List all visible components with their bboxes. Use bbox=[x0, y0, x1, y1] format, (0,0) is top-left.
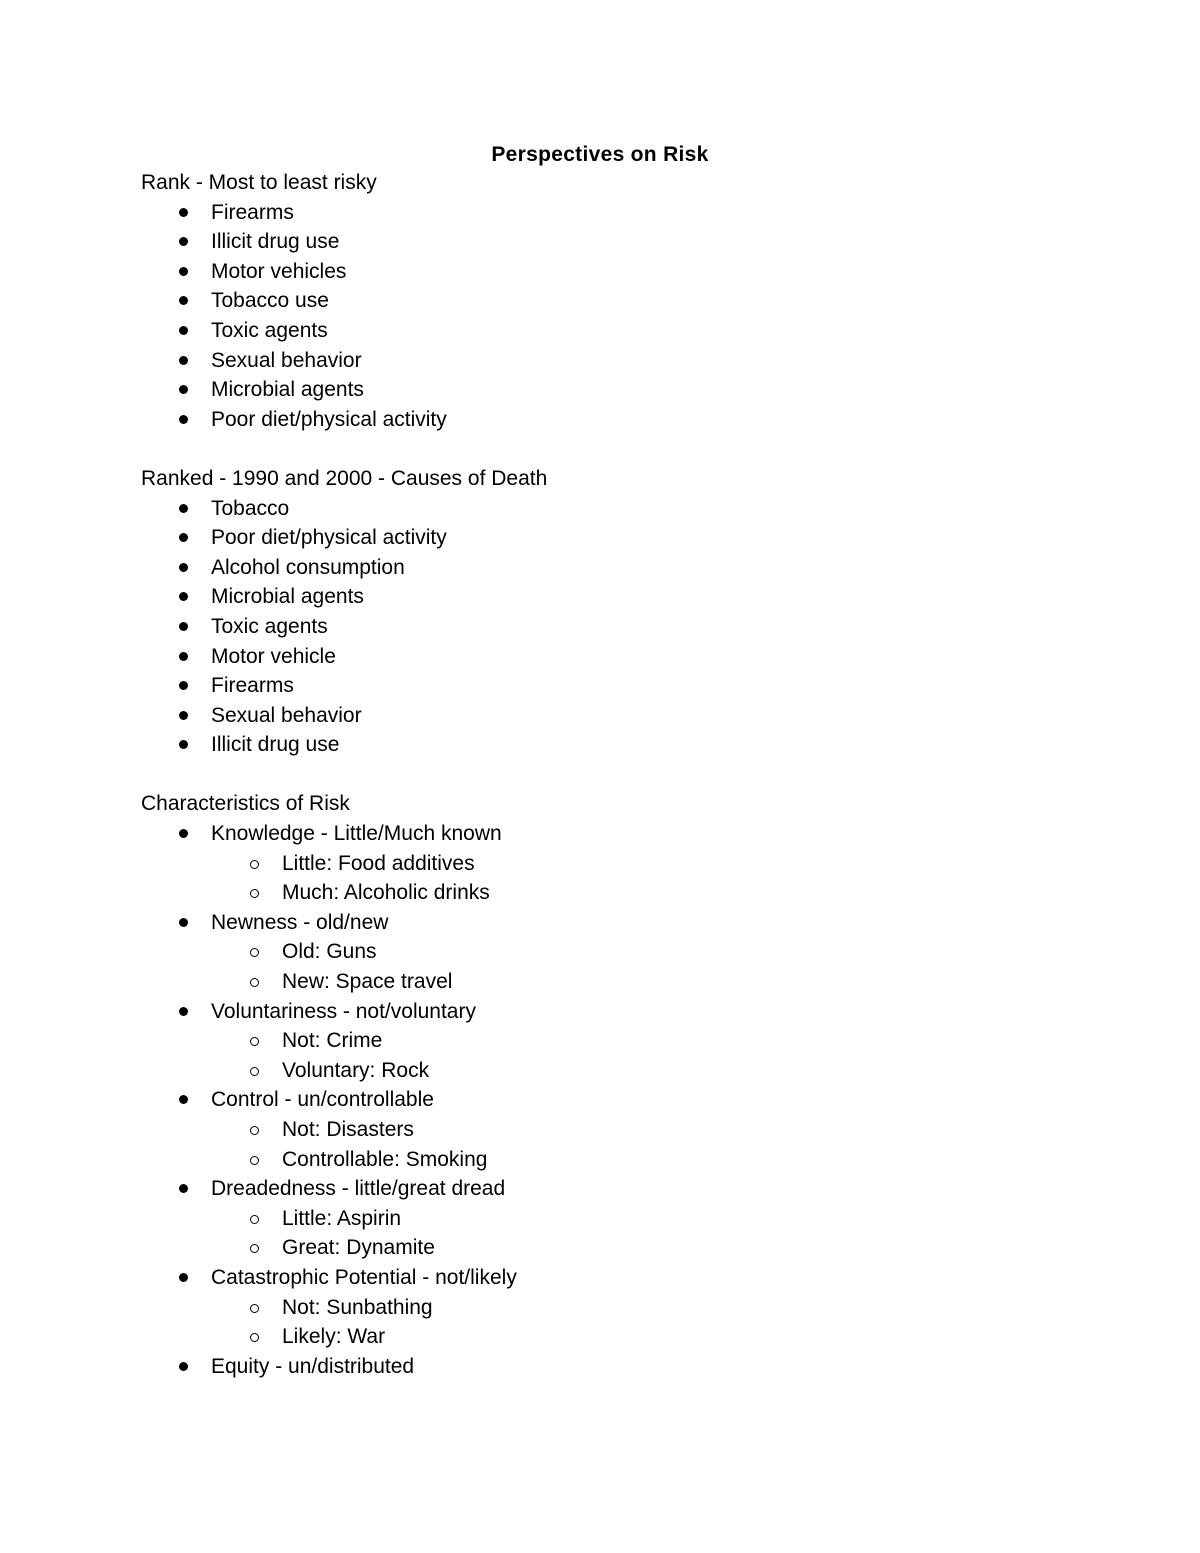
list-item-text: Dreadedness - little/great dread bbox=[211, 1177, 506, 1201]
bullet-list bbox=[141, 819, 1091, 1381]
bullet-disc-icon bbox=[179, 356, 188, 365]
list-item bbox=[141, 730, 1091, 760]
bullet-disc-icon bbox=[179, 1273, 188, 1282]
sub-list-item bbox=[141, 1233, 1091, 1263]
list-item-text: Control - un/controllable bbox=[211, 1088, 434, 1112]
bullet-disc-icon bbox=[179, 681, 188, 690]
list-item-text: Microbial agents bbox=[211, 378, 364, 402]
bullet-circle-icon bbox=[250, 889, 259, 898]
sub-list-item bbox=[141, 1204, 1091, 1234]
list-item bbox=[141, 997, 1091, 1027]
sub-list-item-text: New: Space travel bbox=[282, 970, 453, 994]
bullet-disc-icon bbox=[179, 622, 188, 631]
sub-list-item-text: Voluntary: Rock bbox=[282, 1058, 430, 1082]
list-item bbox=[141, 405, 1091, 435]
list-item-text: Motor vehicles bbox=[211, 259, 347, 283]
list-item-text: Poor diet/physical activity bbox=[211, 407, 447, 431]
list-item bbox=[141, 582, 1091, 612]
bullet-disc-icon bbox=[179, 711, 188, 720]
bullet-circle-icon bbox=[250, 1215, 259, 1224]
bullet-disc-icon bbox=[179, 1007, 188, 1016]
list-item bbox=[141, 612, 1091, 642]
bullet-circle-icon bbox=[250, 1126, 259, 1135]
list-item-text: Catastrophic Potential - not/likely bbox=[211, 1265, 517, 1289]
list-item bbox=[141, 494, 1091, 524]
list-item-text: Toxic agents bbox=[211, 318, 328, 342]
sub-list-item-text: Controllable: Smoking bbox=[282, 1147, 488, 1171]
bullet-disc-icon bbox=[179, 504, 188, 513]
bullet-list bbox=[141, 198, 1091, 435]
bullet-disc-icon bbox=[179, 1095, 188, 1104]
sub-list-item-text: Not: Disasters bbox=[282, 1118, 414, 1141]
sub-list-item bbox=[141, 849, 1091, 879]
bullet-disc-icon bbox=[179, 563, 188, 572]
bullet-circle-icon bbox=[250, 948, 259, 957]
bullet-disc-icon bbox=[179, 918, 188, 927]
sub-list-item bbox=[141, 967, 1091, 997]
bullet-disc-icon bbox=[179, 415, 188, 424]
sub-list-item-text: Great: Dynamite bbox=[282, 1236, 435, 1260]
list-item bbox=[141, 908, 1091, 938]
sub-list-item bbox=[141, 1026, 1091, 1056]
list-item bbox=[141, 346, 1091, 376]
sub-list-item-text: Old: Guns bbox=[282, 940, 377, 964]
list-item-text: Newness - old/new bbox=[211, 910, 389, 934]
section-heading: Rank - Most to least risky bbox=[141, 171, 377, 194]
list-item bbox=[141, 257, 1091, 287]
bullet-circle-icon bbox=[250, 1333, 259, 1342]
list-item bbox=[141, 1174, 1091, 1204]
sub-list-item-text: Not: Crime bbox=[282, 1029, 383, 1053]
bullet-disc-icon bbox=[179, 237, 188, 246]
bullet-circle-icon bbox=[250, 860, 259, 869]
list-item-text: Sexual behavior bbox=[211, 703, 362, 727]
list-item bbox=[141, 701, 1091, 731]
list-item bbox=[141, 671, 1091, 701]
bullet-disc-icon bbox=[179, 208, 188, 217]
sub-list-item-text: Much: Alcoholic drinks bbox=[282, 881, 490, 905]
list-item bbox=[141, 1352, 1091, 1382]
list-item bbox=[141, 642, 1091, 672]
list-item-text: Tobacco bbox=[211, 496, 290, 520]
list-item-text: Toxic agents bbox=[211, 614, 328, 638]
list-item-text: Microbial agents bbox=[211, 585, 364, 609]
list-item bbox=[141, 198, 1091, 228]
list-item-text: Tobacco use bbox=[211, 289, 329, 313]
bullet-disc-icon bbox=[179, 533, 188, 542]
section-heading: Ranked - 1990 and 2000 - Causes of Death bbox=[141, 466, 548, 490]
list-item bbox=[141, 375, 1091, 405]
list-item bbox=[141, 523, 1091, 553]
sub-list-item-text: Likely: War bbox=[282, 1325, 386, 1349]
bullet-disc-icon bbox=[179, 1184, 188, 1193]
sub-list-item-text: Not: Sunbathing bbox=[282, 1295, 433, 1319]
bullet-circle-icon bbox=[250, 1304, 259, 1313]
bullet-disc-icon bbox=[179, 829, 188, 838]
bullet-disc-icon bbox=[179, 592, 188, 601]
blank-line bbox=[141, 434, 1091, 464]
list-item bbox=[141, 286, 1091, 316]
bullet-disc-icon bbox=[179, 326, 188, 335]
sub-list-item bbox=[141, 1145, 1091, 1175]
list-item-text: Illicit drug use bbox=[211, 230, 340, 254]
sub-list-item-text: Little: Food additives bbox=[282, 851, 475, 875]
list-item bbox=[141, 553, 1091, 583]
sub-list-item-text: Little: Aspirin bbox=[282, 1206, 402, 1230]
document-title: Perspectives on Risk bbox=[491, 143, 709, 166]
bullet-disc-icon bbox=[179, 1362, 188, 1371]
bullet-disc-icon bbox=[179, 740, 188, 749]
bullet-disc-icon bbox=[179, 267, 188, 276]
bullet-circle-icon bbox=[250, 1067, 259, 1076]
list-item-text: Motor vehicle bbox=[211, 644, 336, 668]
bullet-disc-icon bbox=[179, 296, 188, 305]
list-item-text: Equity - un/distributed bbox=[211, 1354, 415, 1378]
list-item-text: Poor diet/physical activity bbox=[211, 526, 447, 550]
list-item-text: Firearms bbox=[211, 200, 294, 224]
list-item bbox=[141, 1085, 1091, 1115]
list-item-text: Sexual behavior bbox=[211, 348, 362, 372]
sub-list-item bbox=[141, 1322, 1091, 1352]
bullet-list bbox=[141, 494, 1091, 760]
list-item-text: Voluntariness - not/voluntary bbox=[211, 999, 476, 1023]
list-item bbox=[141, 227, 1091, 257]
bullet-disc-icon bbox=[179, 385, 188, 394]
list-item-text: Illicit drug use bbox=[211, 733, 340, 757]
list-item-text: Knowledge - Little/Much known bbox=[211, 822, 502, 846]
sub-list-item bbox=[141, 1293, 1091, 1323]
sub-list-item bbox=[141, 1115, 1091, 1145]
bullet-circle-icon bbox=[250, 1244, 259, 1253]
bullet-circle-icon bbox=[250, 1156, 259, 1165]
section-heading: Characteristics of Risk bbox=[141, 792, 350, 816]
list-item bbox=[141, 316, 1091, 346]
sub-list-item bbox=[141, 937, 1091, 967]
bullet-disc-icon bbox=[179, 652, 188, 661]
list-item-text: Firearms bbox=[211, 674, 294, 698]
list-item bbox=[141, 819, 1091, 849]
sub-list-item bbox=[141, 878, 1091, 908]
document-body bbox=[141, 168, 1091, 1381]
blank-line bbox=[141, 760, 1091, 790]
list-item bbox=[141, 1263, 1091, 1293]
sub-list-item bbox=[141, 1056, 1091, 1086]
bullet-circle-icon bbox=[250, 1037, 259, 1046]
bullet-circle-icon bbox=[250, 978, 259, 987]
list-item-text: Alcohol consumption bbox=[211, 555, 405, 579]
